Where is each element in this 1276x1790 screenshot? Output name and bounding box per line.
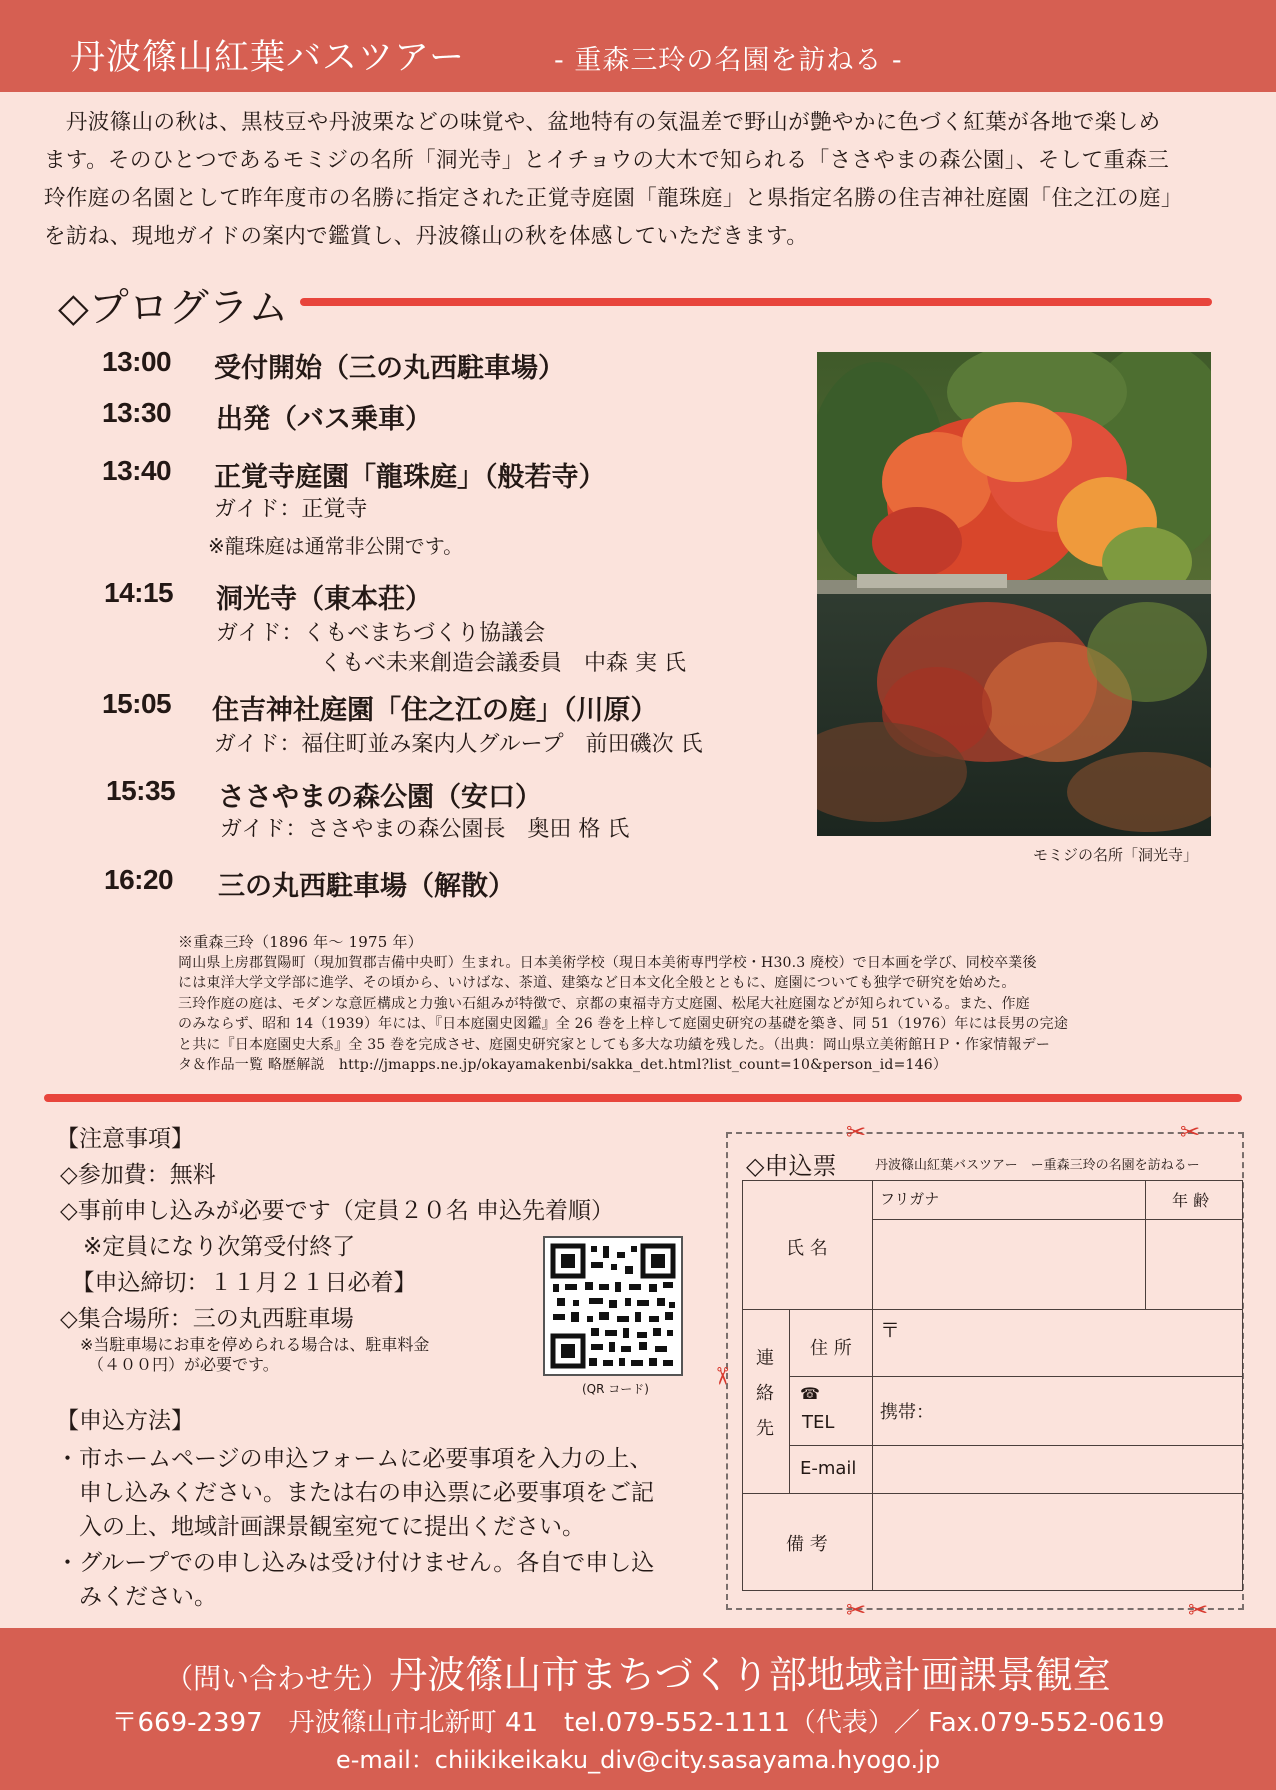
furigana-label: フリガナ [880,1190,940,1208]
footnote-line: 三玲作庭の庭は、モダンな意匠構成と力強い石組みが特徴で、京都の東福寺方丈庭園、松尾大社庭園などが知られている。また、作庭 [178,995,1030,1012]
method-heading: 【申込方法】 [56,1408,194,1434]
notes-heading: 【注意事項】 [56,1126,194,1152]
parking-note: ※当駐車場にお車を停められる場合は、駐車料金 [64,1335,430,1354]
method-text: 入の上、地域計画課景観室宛てに提出ください。 [56,1514,585,1540]
capacity-note: ※定員になり次第受付終了 [60,1234,356,1260]
form-heading: ◇申込票 [746,1152,837,1180]
program-heading-rule [300,298,1212,306]
autumn-garden-photo [817,352,1211,836]
contact-email[interactable]: e-mail：chiikikeikaku_div@city.sasayama.hyogo.jp [335,1746,941,1774]
footnote-line: のみならず、昭和 14（1939）年には、『日本庭園史図鑑』全 26 巻を上梓して庭園史研究の基礎を築き、同 51（1976）年には長男の完途 [178,1016,1069,1032]
program-guide: くもべ未来創造会議委員 中森 実 氏 [320,651,686,676]
program-heading: ◇プログラム [58,285,289,331]
footer-band [0,1628,1276,1790]
name-label: 氏 名 [786,1238,828,1259]
postal-mark: 〒 [880,1318,900,1342]
program-time: 15:05 [102,688,172,719]
program-title: 洞光寺（東本荘） [216,584,432,615]
program-guide: ガイド：正覚寺 [214,497,368,522]
program-title: 受付開始（三の丸西駐車場） [214,353,565,384]
program-time: 13:30 [102,397,172,428]
fee-text: ◇参加費：無料 [60,1162,216,1188]
program-guide: ガイド：ささやまの森公園長 奥田 格 氏 [220,817,630,842]
name-input-cell[interactable] [872,1219,1146,1310]
program-time: 15:35 [106,775,176,806]
remarks-input-cell[interactable] [872,1493,1243,1591]
phone-icon: ☎ [800,1384,820,1403]
method-text: みください。 [56,1584,217,1610]
program-guide: ガイド：くもべまちづくり協議会 [216,621,546,646]
program-title: 正覚寺庭園「龍珠庭」（般若寺） [214,462,606,493]
scissors-icon: ✂ [1188,1596,1209,1624]
footnote-line: タ＆作品一覧 略歴解説 http://jmapps.ne.jp/okayamakenbi/sakka_det.html?list_count=10&person_id=146） [178,1057,948,1073]
footnote-heading: ※重森三玲（1896 年～ 1975 年） [178,933,423,951]
contact-address: 〒669-2397 丹波篠山市北新町 41 tel.079-552-1111（代表）／ Fax.079-552-0619 [111,1708,1165,1738]
application-form [726,1132,1244,1610]
meeting-place-text: ◇集合場所：三の丸西駐車場 [60,1306,354,1332]
office-name: 丹波篠山市まちづくり部地域計画課景観室 [389,1653,1111,1697]
footnote-line: と共に『日本庭園史大系』全 35 巻を完成させ、庭園史研究家としても多大な功績を残した。（出典：岡山県立美術館ＨＰ・作家情報デー [178,1036,1051,1053]
program-time: 14:15 [104,577,174,608]
program-time: 16:20 [104,864,174,895]
contact-label: 先 [756,1418,774,1439]
email-input-cell[interactable] [872,1445,1243,1494]
photo-caption: モミジの名所「洞光寺」 [1033,846,1199,864]
inquiry-label: （問い合わせ先） [165,1662,390,1695]
address-label: 住 所 [810,1338,852,1359]
shigemori-footnote [178,932,1208,1076]
page-title: 丹波篠山紅葉バスツアー [70,38,465,78]
intro-line: 玲作庭の名園として昨年度市の名勝に指定された正覚寺庭園「龍珠庭」と県指定名勝の住吉神社庭園「住之江の庭」 [44,186,1183,211]
age-label: 年 齢 [1172,1191,1210,1210]
program-note: ※龍珠庭は通常非公開です。 [208,534,464,558]
parking-note: （４００円）が必要です。 [64,1355,279,1374]
method-text: 申し込みください。または右の申込票に必要事項をご記 [56,1480,654,1506]
contact-label: 連 [756,1348,774,1369]
inquiry-line [0,1644,1276,1699]
qr-label: (QR コード) [582,1382,649,1396]
intro-paragraph [44,104,1240,256]
address-input-cell[interactable] [872,1309,1243,1377]
program-title: ささやまの森公園（安口） [218,782,542,813]
footnote-line: には東洋大学文学部に進学、その頃から、いけばな、茶道、建築など日本文化全般とともに、庭園についても独学で研究を始めた。 [178,975,1016,991]
contact-label: 絡 [756,1383,774,1404]
footnote-line: 岡山県上房郡賀陽町（現加賀郡吉備中央町）生まれ。日本美術学校（現日本美術専門学校・H30.3 廃校）で日本画を学び、同校卒業後 [178,954,1037,971]
email-label: E-mail [800,1458,857,1479]
program-time: 13:40 [102,455,172,486]
method-text: ・市ホームページの申込フォームに必要事項を入力の上、 [56,1446,653,1472]
intro-line: を訪ね、現地ガイドの案内で鑑賞し、丹波篠山の秋を体感していただきます。 [44,224,809,249]
program-guide: ガイド：福住町並み案内人グループ 前田磯次 氏 [214,732,703,757]
page-subtitle: - 重森三玲の名園を訪ねる - [554,45,903,76]
scissors-icon: ✂ [1180,1118,1201,1146]
deadline-text: 【申込締切：１１月２１日必着】 [60,1270,417,1296]
method-text: ・グループでの申し込みは受け付けません。各自で申し込 [56,1550,655,1576]
reservation-text: ◇事前申し込みが必要です（定員２０名 申込先着順） [60,1198,614,1224]
program-title: 三の丸西駐車場（解散） [218,871,515,902]
program-title: 出発（バス乗車） [216,404,432,435]
scissors-icon: ✂ [846,1118,867,1146]
intro-line: 丹波篠山の秋は、黒枝豆や丹波栗などの味覚や、盆地特有の気温差で野山が艶やかに色づく紅葉が各地で楽しめ [44,110,1161,135]
header-band [0,0,1276,92]
remarks-label: 備 考 [786,1534,828,1555]
section-divider [44,1094,1242,1102]
program-time: 13:00 [102,346,172,377]
scissors-icon: ✂ [708,1365,737,1387]
scissors-icon: ✂ [846,1596,867,1624]
age-input-cell[interactable] [1145,1219,1243,1310]
program-title: 住吉神社庭園「住之江の庭」（川原） [212,695,658,726]
intro-line: ます。そのひとつであるモミジの名所「洞光寺」とイチョウの大木で知られる「ささやまの森公園」、そして重森三 [44,148,1170,173]
qr-code-icon[interactable] [543,1236,683,1376]
form-subheading: 丹波篠山紅葉バスツアー ー重森三玲の名園を訪ねるー [875,1158,1200,1173]
tel-label: TEL [802,1412,835,1433]
mobile-label: 携帯： [880,1402,934,1423]
